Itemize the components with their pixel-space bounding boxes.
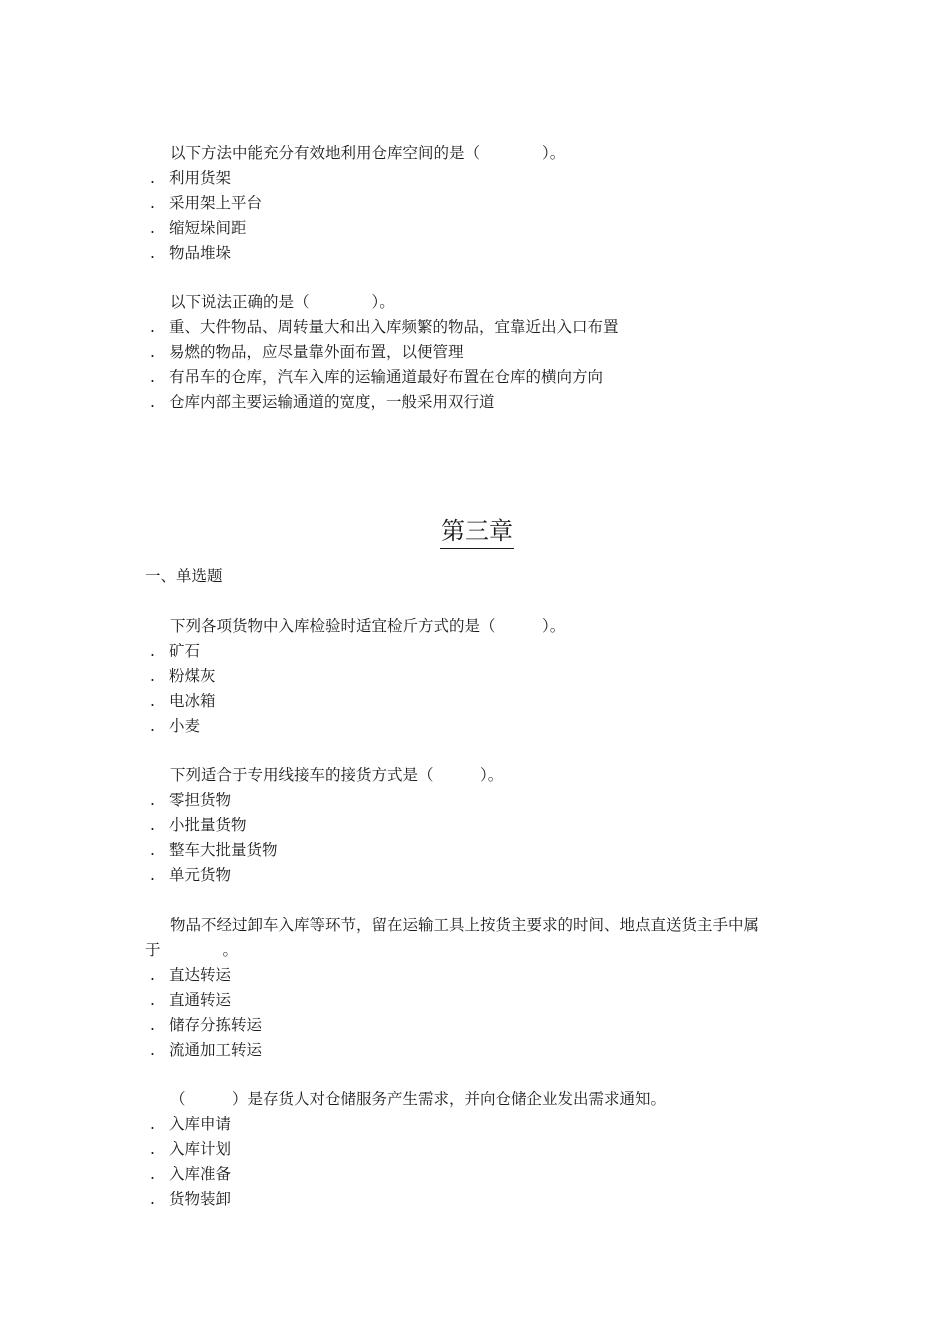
option-marker: . [150, 642, 155, 660]
option-marker: . [150, 194, 155, 212]
option-marker: . [150, 692, 155, 710]
option: . 入库计划 [150, 1140, 232, 1158]
option: . 入库申请 [150, 1115, 232, 1133]
option-marker: . [150, 717, 155, 735]
option: . 整车大批量货物 [150, 841, 278, 859]
option: . 重、大件物品、周转量大和出入库频繁的物品，宜靠近出入口布置 [150, 318, 619, 336]
option: . 电冰箱 [150, 692, 216, 710]
option: . 零担货物 [150, 791, 232, 809]
option-marker: . [150, 841, 155, 859]
option-marker: . [150, 343, 155, 361]
question-2: 以下说法正确的是（ ）。 [170, 293, 395, 311]
question-3: 下列各项货物中入库检验时适宜检斤方式的是（ ）。 [170, 617, 566, 635]
option: . 储存分拣转运 [150, 1016, 263, 1034]
option-marker: . [150, 1140, 155, 1158]
option-marker: . [150, 219, 155, 237]
question-5: 物品不经过卸车入库等环节，留在运输工具上按货主要求的时间、地点直送货主手中属 [170, 916, 760, 934]
question-4: 下列适合于专用线接车的接货方式是（ ）。 [170, 766, 504, 784]
option: . 入库准备 [150, 1165, 232, 1183]
option-marker: . [150, 1041, 155, 1059]
option-marker: . [150, 966, 155, 984]
option: . 仓库内部主要运输通道的宽度，一般采用双行道 [150, 393, 495, 411]
option-marker: . [150, 1016, 155, 1034]
option-marker: . [150, 667, 155, 685]
option-marker: . [150, 368, 155, 386]
option: . 矿石 [150, 642, 201, 660]
option-marker: . [150, 393, 155, 411]
option: . 小麦 [150, 717, 201, 735]
option-marker: . [150, 816, 155, 834]
option: . 流通加工转运 [150, 1041, 263, 1059]
question-6: （ ）是存货人对仓储服务产生需求，并向仓储企业发出需求通知。 [170, 1090, 667, 1108]
option: . 缩短垛间距 [150, 219, 247, 237]
option-marker: . [150, 1165, 155, 1183]
option: . 利用货架 [150, 169, 232, 187]
option: . 小批量货物 [150, 816, 247, 834]
option: . 物品堆垛 [150, 244, 232, 262]
option-marker: . [150, 1190, 155, 1208]
question-5-continuation: 于 。 [145, 941, 239, 959]
option: . 采用架上平台 [150, 194, 263, 212]
option: . 有吊车的仓库，汽车入库的运输通道最好布置在仓库的横向方向 [150, 368, 604, 386]
option-marker: . [150, 866, 155, 884]
option: . 直通转运 [150, 991, 232, 1009]
option: . 单元货物 [150, 866, 232, 884]
option-marker: . [150, 1115, 155, 1133]
chapter-title: 第三章 [440, 515, 514, 549]
option: . 直达转运 [150, 966, 232, 984]
option-marker: . [150, 991, 155, 1009]
section-title: 一、单选题 [145, 567, 223, 585]
option-marker: . [150, 169, 155, 187]
option: . 货物装卸 [150, 1190, 232, 1208]
question-1: 以下方法中能充分有效地利用仓库空间的是（ ）。 [170, 144, 566, 162]
option-marker: . [150, 791, 155, 809]
option-marker: . [150, 318, 155, 336]
option-marker: . [150, 244, 155, 262]
option: . 粉煤灰 [150, 667, 216, 685]
option: . 易燃的物品，应尽量靠外面布置，以便管理 [150, 343, 464, 361]
